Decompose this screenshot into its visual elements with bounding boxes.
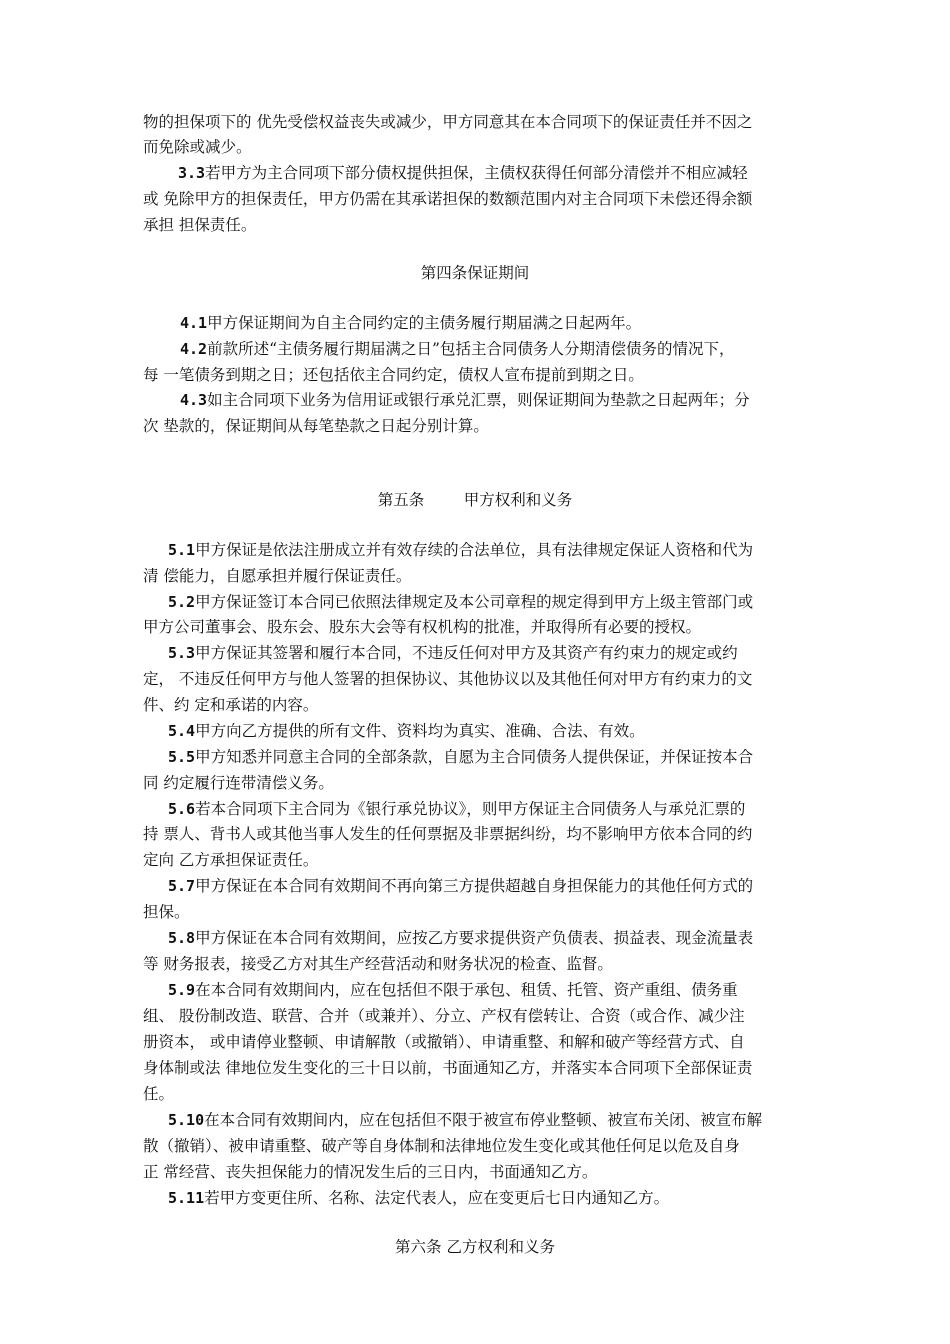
para-5-7-line-1: 5.7甲方保证在本合同有效期间不再向第三方提供超越自身担保能力的其他任何方式的 bbox=[168, 877, 754, 895]
para-4-3-line-2: 次 垫款的，保证期间从每笔垫款之日起分别计算。 bbox=[143, 417, 489, 435]
para-5-6-line-2: 持 票人、背书人或其他当事人发生的任何票据及非票据纠纷，均不影响甲方依本合同的约 bbox=[143, 825, 753, 843]
para-4-2-line-2: 每 一笔债务到期之日；还包括依主合同约定，债权人宣布提前到期之日。 bbox=[143, 366, 644, 384]
para-5-10-line-2: 散（撤销）、被申请重整、破产等自身体制和法律地位发生变化或其他任何足以危及自身 bbox=[143, 1137, 740, 1155]
para-5-5-line-1: 5.5甲方知悉并同意主合同的全部条款，自愿为主合同债务人提供保证，并保证按本合 bbox=[168, 748, 754, 766]
para-5-3-line-2: 定， 不违反任何甲方与他人签署的担保协议、其他协议以及其他任何对甲方有约束力的文 bbox=[143, 670, 753, 688]
para-5-7-line-2: 担保。 bbox=[143, 903, 190, 921]
para-number: 5.1 bbox=[168, 541, 196, 559]
para-number: 5.2 bbox=[168, 593, 196, 611]
para-5-1-line-2: 清 偿能力，自愿承担并履行保证责任。 bbox=[143, 567, 412, 585]
article-4-heading: 第四条保证期间 bbox=[420, 264, 530, 282]
para-number: 5.3 bbox=[168, 644, 196, 662]
para-number: 5.7 bbox=[168, 877, 196, 895]
para-5-5-line-2: 同 约定履行连带清偿义务。 bbox=[143, 774, 334, 792]
para-5-9-line-5: 任。 bbox=[143, 1085, 175, 1103]
para-4-2-line-1: 4.2前款所述“主债务履行期届满之日”包括主合同债务人分期清偿债务的情况下， bbox=[180, 340, 735, 358]
para-5-10-line-1: 5.10在本合同有效期间内，应在包括但不限于被宣布停业整顿、被宣布关闭、被宣布解 bbox=[168, 1111, 763, 1129]
para-number: 5.6 bbox=[168, 800, 196, 818]
para-number: 5.10 bbox=[168, 1111, 205, 1129]
para-5-1-line-1: 5.1甲方保证是依法注册成立并有效存续的合法单位，具有法律规定保证人资格和代为 bbox=[168, 541, 754, 559]
para-5-6-line-1: 5.6若本合同项下主合同为《银行承兑协议》，则甲方保证主合同债务人与承兑汇票的 bbox=[168, 800, 746, 818]
para-3-3-line-3: 承担 担保责任。 bbox=[143, 216, 257, 234]
article-6-heading: 第六条 乙方权利和义务 bbox=[395, 1238, 555, 1256]
para-number: 5.4 bbox=[168, 722, 196, 740]
para-number: 5.8 bbox=[168, 929, 196, 947]
para-5-2-line-1: 5.2甲方保证签订本合同已依照法律规定及本公司章程的规定得到甲方上级主管部门或 bbox=[168, 593, 754, 611]
para-number: 4.3 bbox=[180, 391, 208, 409]
para-number: 4.2 bbox=[180, 340, 208, 358]
para-5-9-line-3: 册资本， 或申请停业整顿、申请解散（或撤销）、申请重整、和解和破产等经营方式、自 bbox=[143, 1033, 745, 1051]
para-5-8-line-1: 5.8甲方保证在本合同有效期间，应按乙方要求提供资产负债表、损益表、现金流量表 bbox=[168, 929, 754, 947]
para-number: 4.1 bbox=[180, 314, 208, 332]
para-3-2-line-1: 物的担保项下的 优先受偿权益丧失或减少，甲方同意其在本合同项下的保证责任并不因之 bbox=[143, 113, 753, 131]
para-5-9-line-1: 5.9在本合同有效期间内，应在包括但不限于承包、租赁、托管、资产重组、债务重 bbox=[168, 981, 738, 999]
para-number: 5.11 bbox=[168, 1189, 205, 1207]
para-5-9-line-2: 组、 股份制改造、联营、合并（或兼并）、分立、产权有偿转让、合资（或合作、减少注 bbox=[143, 1007, 745, 1025]
para-number: 5.9 bbox=[168, 981, 196, 999]
para-5-3-line-1: 5.3甲方保证其签署和履行本合同，不违反任何对甲方及其资产有约束力的规定或约 bbox=[168, 644, 738, 662]
para-5-9-line-4: 身体制或法 律地位发生变化的三十日以前，书面通知乙方，并落实本合同项下全部保证责 bbox=[143, 1059, 753, 1077]
para-3-3-line-2: 或 免除甲方的担保责任，甲方仍需在其承诺担保的数额范围内对主合同项下未偿还得余额 bbox=[143, 190, 753, 208]
para-5-2-line-2: 甲方公司董事会、股东会、股东大会等有权机构的批准，并取得所有必要的授权。 bbox=[143, 618, 702, 636]
para-number: 3.3 bbox=[178, 164, 206, 182]
para-5-6-line-3: 定向 乙方承担保证责任。 bbox=[143, 851, 319, 869]
para-4-1-line-1: 4.1甲方保证期间为自主合同约定的主债务履行期届满之日起两年。 bbox=[180, 314, 642, 332]
para-4-3-line-1: 4.3如主合同项下业务为信用证或银行承兑汇票，则保证期间为垫款之日起两年；分 bbox=[180, 391, 750, 409]
para-3-3-line-1: 3.3若甲方为主合同项下部分债权提供担保，主债权获得任何部分清偿并不相应减轻 bbox=[178, 164, 748, 182]
para-5-10-line-3: 正 常经营、丧失担保能力的情况发生后的三日内，书面通知乙方。 bbox=[143, 1163, 598, 1181]
para-number: 5.5 bbox=[168, 748, 196, 766]
para-5-11-line-1: 5.11若甲方变更住所、名称、法定代表人，应在变更后七日内通知乙方。 bbox=[168, 1189, 670, 1207]
para-3-2-line-2: 而免除或减少。 bbox=[143, 138, 252, 156]
para-5-3-line-3: 件、约 定和承诺的内容。 bbox=[143, 696, 319, 714]
article-5-heading: 第五条 甲方权利和义务 bbox=[377, 491, 573, 509]
para-5-4-line-1: 5.4甲方向乙方提供的所有文件、资料均为真实、准确、合法、有效。 bbox=[168, 722, 645, 740]
para-5-8-line-2: 等 财务报表，接受乙方对其生产经营活动和财务状况的检查、监督。 bbox=[143, 955, 613, 973]
